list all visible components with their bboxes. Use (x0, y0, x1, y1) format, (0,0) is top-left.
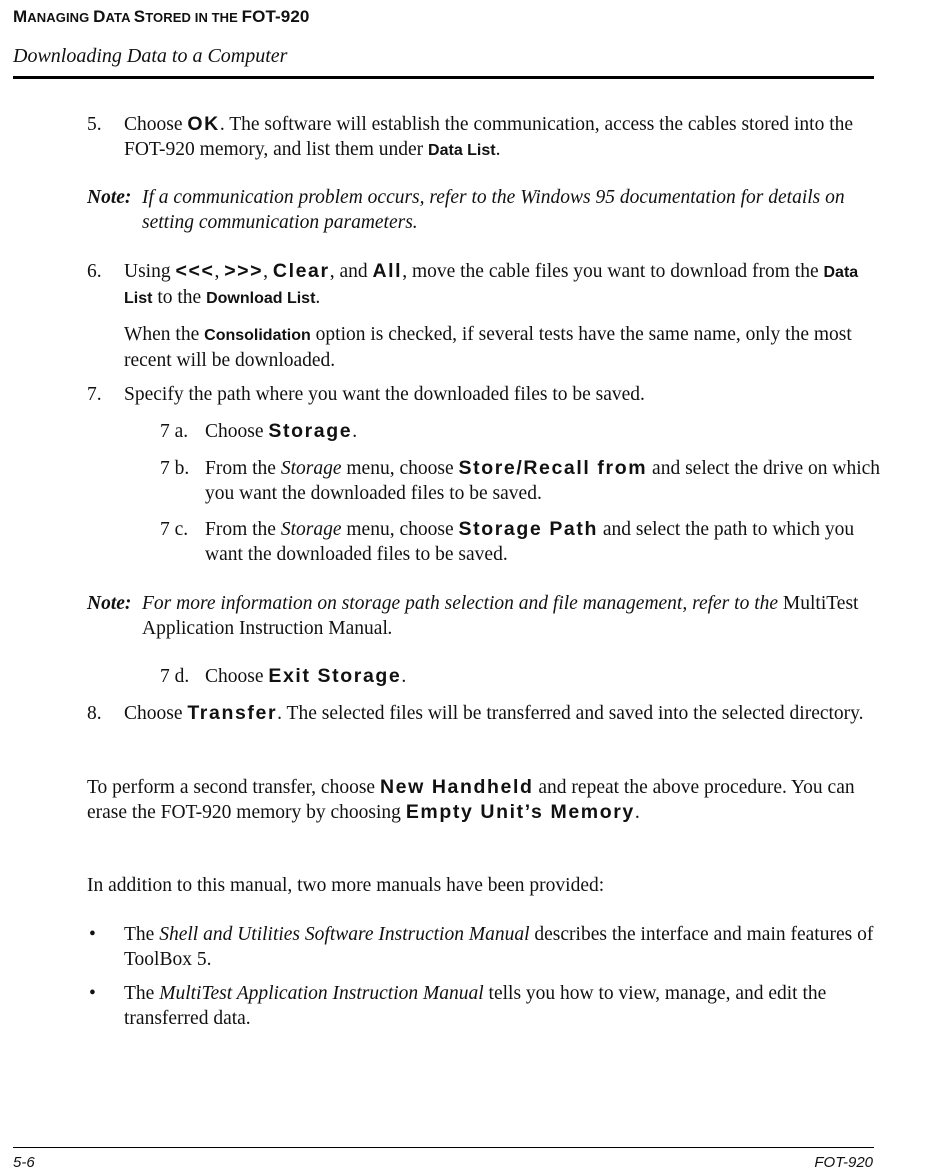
bullet-multitest-manual: • The MultiTest Application Instruction Manual tells you how to view, manage, and edit the transferred data. (89, 983, 827, 1029)
ok-label: OK (187, 113, 220, 135)
chapter-title: MANAGING DATA STORED IN THE FOT-920 (13, 7, 310, 26)
step-7: 7. Specify the path where you want the downloaded files to be saved. (87, 384, 645, 405)
step-7d: 7 d. Choose Exit Storage. (160, 665, 407, 687)
note-communication: Note: If a communication problem occurs, refer to the Windows 95 documentation for details on setting communication parameters. (87, 187, 845, 233)
product-name: FOT-920 (814, 1154, 873, 1171)
step-7a: 7 a. Choose Storage. (160, 420, 358, 442)
footer-divider (13, 1147, 874, 1148)
step-6: 6. Using <<<, >>>, Clear, and All, move the cable files you want to download from the Data List to the Download List. When the Consolidation option is checked, if several tests have the same name, only the most recent will be downloaded. (87, 259, 877, 373)
step-5: 5. Choose OK. The software will establish the communication, access the cables stored into the FOT-920 memory, and list them under Data List. (87, 113, 854, 160)
bullet-shell-manual: • The Shell and Utilities Software Instruction Manual describes the interface and main features of ToolBox 5. (89, 924, 874, 970)
manuals-intro: In addition to this manual, two more manuals have been provided: (87, 875, 605, 896)
second-transfer-paragraph: To perform a second transfer, choose New Handheld and repeat the above procedure. You can erase the FOT-920 memory by choosing Empty Unit’s Memory. (87, 776, 855, 823)
note-storage: Note: For more information on storage path selection and file management, refer to the MultiTest Application Instruction Manual. (87, 593, 859, 639)
consolidation-paragraph: When the Consolidation option is checked, if several tests have the same name, only the most recent will be downloaded. (124, 324, 852, 371)
data-list-label: Data List (428, 142, 496, 159)
step-8: 8. Choose Transfer. The selected files will be transferred and saved into the selected directory. (87, 702, 864, 724)
page-number: 5-6 (13, 1154, 35, 1171)
section-subtitle: Downloading Data to a Computer (13, 45, 288, 67)
step-7b: 7 b. From the Storage menu, choose Store/Recall from and select the drive on which you want the downloaded files to be saved. (160, 457, 881, 504)
header-divider (13, 76, 874, 79)
step-7c: 7 c. From the Storage menu, choose Storage Path and select the path to which you want the downloaded files to be saved. (160, 518, 855, 565)
